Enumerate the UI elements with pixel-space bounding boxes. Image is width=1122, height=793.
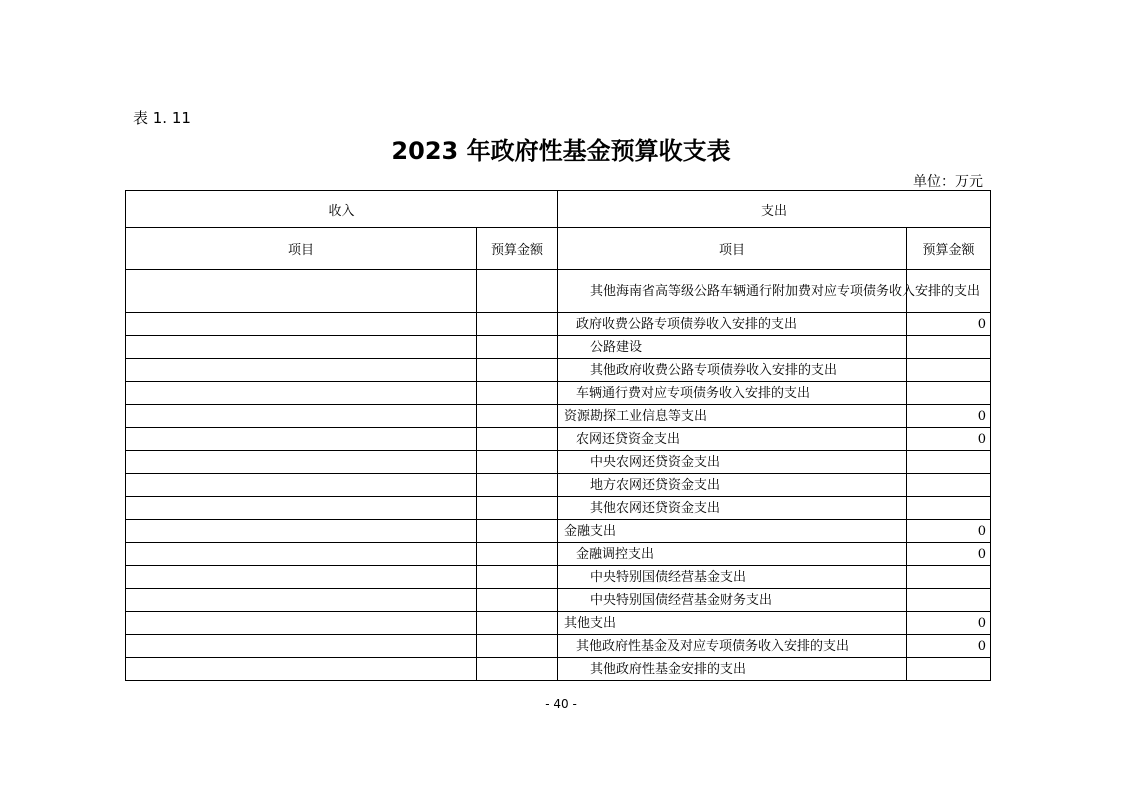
expense-item-cell: 金融调控支出 [558,543,907,566]
table-row [126,497,991,520]
expense-item-header: 项目 [558,228,907,270]
income-amount-cell [477,405,558,428]
income-amount-header: 预算金额 [477,228,558,270]
income-header: 收入 [126,191,558,228]
income-amount-cell [477,382,558,405]
table-row [126,359,991,382]
budget-table [125,190,991,681]
income-item-cell [126,405,477,428]
expense-amount-cell [907,497,991,520]
income-item-cell [126,566,477,589]
unit-label: 单位：万元 [913,174,983,190]
header-row-sections [126,191,991,228]
expense-item-cell: 金融支出 [558,520,907,543]
income-item-cell [126,612,477,635]
expense-item-cell: 其他支出 [558,612,907,635]
table-row [126,270,991,313]
income-item-cell [126,270,477,313]
expense-item-cell: 政府收费公路专项债券收入安排的支出 [558,313,907,336]
page-number: - 40 - [545,697,577,711]
table-row [126,566,991,589]
table-row [126,382,991,405]
expense-header: 支出 [558,191,991,228]
table-row [126,658,991,681]
income-amount-cell [477,543,558,566]
expense-amount-cell [907,474,991,497]
table-body [126,270,991,681]
income-item-cell [126,428,477,451]
table-row [126,313,991,336]
expense-amount-cell: 0 [907,405,991,428]
table-row [126,428,991,451]
expense-amount-cell: 0 [907,635,991,658]
expense-item-cell: 资源勘探工业信息等支出 [558,405,907,428]
income-item-cell [126,382,477,405]
table-row [126,589,991,612]
income-amount-cell [477,589,558,612]
expense-amount-cell: 0 [907,520,991,543]
income-item-cell [126,658,477,681]
income-amount-cell [477,635,558,658]
table-label: 表 1. 11 [133,109,191,127]
income-item-cell [126,474,477,497]
income-item-cell [126,313,477,336]
income-amount-cell [477,612,558,635]
expense-item-cell: 农网还贷资金支出 [558,428,907,451]
expense-item-cell: 中央农网还贷资金支出 [558,451,907,474]
expense-item-cell: 其他政府收费公路专项债券收入安排的支出 [558,359,907,382]
expense-item-cell: 其他政府性基金安排的支出 [558,658,907,681]
expense-amount-cell [907,451,991,474]
expense-amount-cell: 0 [907,543,991,566]
expense-amount-cell [907,589,991,612]
expense-item-cell: 中央特别国债经营基金财务支出 [558,589,907,612]
income-item-cell [126,497,477,520]
table-row [126,336,991,359]
income-amount-cell [477,313,558,336]
expense-item-cell: 公路建设 [558,336,907,359]
table-row [126,474,991,497]
expense-amount-cell: 0 [907,612,991,635]
table-row [126,543,991,566]
expense-amount-cell: 0 [907,313,991,336]
income-amount-cell [477,270,558,313]
income-amount-cell [477,474,558,497]
income-amount-cell [477,336,558,359]
income-amount-cell [477,566,558,589]
expense-item-cell: 车辆通行费对应专项债务收入安排的支出 [558,382,907,405]
income-amount-cell [477,451,558,474]
income-amount-cell [477,658,558,681]
income-amount-cell [477,497,558,520]
expense-item-cell: 地方农网还贷资金支出 [558,474,907,497]
expense-amount-cell [907,658,991,681]
expense-item-cell: 其他农网还贷资金支出 [558,497,907,520]
income-item-cell [126,635,477,658]
page-title: 2023 年政府性基金预算收支表 [391,137,731,165]
income-amount-cell [477,520,558,543]
income-item-cell [126,520,477,543]
table-row [126,451,991,474]
expense-item-cell: 其他政府性基金及对应专项债务收入安排的支出 [558,635,907,658]
expense-item-cell: 其他海南省高等级公路车辆通行附加费对应专项债务收入安排的支出 [558,270,907,313]
income-item-header: 项目 [126,228,477,270]
income-item-cell [126,451,477,474]
expense-item-cell: 中央特别国债经营基金支出 [558,566,907,589]
income-amount-cell [477,428,558,451]
expense-amount-cell [907,359,991,382]
header-row-columns [126,228,991,270]
expense-amount-cell [907,382,991,405]
table-row [126,405,991,428]
expense-amount-header: 预算金额 [907,228,991,270]
table-row [126,520,991,543]
income-item-cell [126,336,477,359]
expense-amount-cell [907,566,991,589]
expense-amount-cell: 0 [907,428,991,451]
income-amount-cell [477,359,558,382]
income-item-cell [126,359,477,382]
expense-amount-cell [907,336,991,359]
income-item-cell [126,543,477,566]
table-row [126,612,991,635]
table-row [126,635,991,658]
income-item-cell [126,589,477,612]
